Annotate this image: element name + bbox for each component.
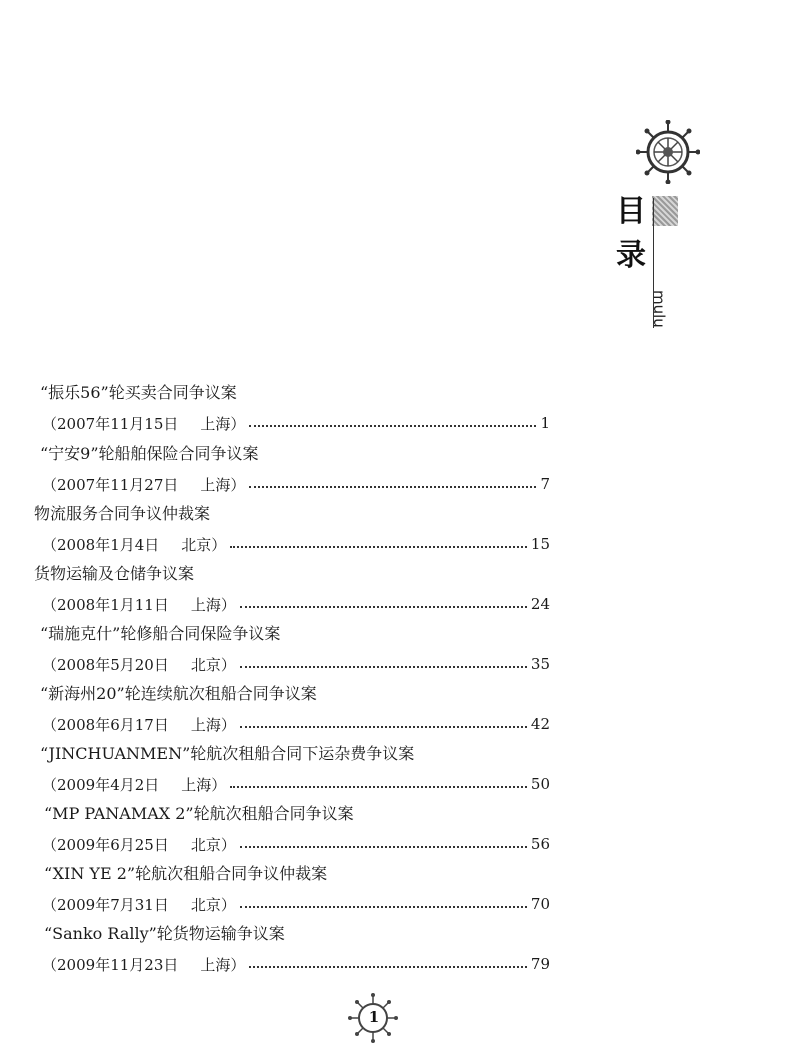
entry-city: 北京 <box>181 535 212 554</box>
toc-entry-detail <box>42 893 550 915</box>
entry-city: 北京 <box>190 655 221 674</box>
toc-entry-title[interactable]: “XIN YE 2”轮航次租船合同争议仲裁案 <box>44 864 328 883</box>
toc-entry-title[interactable]: 货物运输及仓储争议案 <box>34 564 195 583</box>
toc-entry-title[interactable]: “Sanko Rally”轮货物运输争议案 <box>44 924 285 943</box>
close-paren: ） <box>211 775 227 794</box>
page-title <box>616 190 656 278</box>
footer-page-number: 1 <box>368 1008 380 1026</box>
entry-date: 2009年4月2日 <box>57 775 160 794</box>
toc-entry-title[interactable]: “瑞施克什”轮修船合同保险争议案 <box>40 624 281 643</box>
close-paren: ） <box>220 835 236 854</box>
entry-date: 2008年5月20日 <box>57 655 169 674</box>
toc-entry-detail <box>42 533 550 555</box>
page-number[interactable]: 7 <box>540 475 550 493</box>
dot-leader <box>249 425 536 427</box>
dot-leader <box>249 966 527 968</box>
toc-entry-detail <box>42 953 550 975</box>
dot-leader <box>240 666 527 668</box>
dot-leader <box>230 786 527 788</box>
toc-entry-detail <box>42 833 550 855</box>
open-paren: （ <box>42 595 58 614</box>
toc-entry-detail <box>42 713 550 735</box>
close-paren: ） <box>220 895 236 914</box>
page-number[interactable]: 24 <box>530 595 550 613</box>
page-number[interactable]: 35 <box>530 655 550 673</box>
close-paren: ） <box>230 414 246 433</box>
toc-entry-title[interactable]: “JINCHUANMEN”轮航次租船合同下运杂费争议案 <box>40 744 415 763</box>
open-paren: （ <box>42 715 58 734</box>
open-paren: （ <box>42 535 58 554</box>
close-paren: ） <box>220 595 236 614</box>
entry-date: 2007年11月27日 <box>57 475 179 494</box>
toc-entry-title[interactable]: 物流服务合同争议仲裁案 <box>34 504 211 523</box>
page-number[interactable]: 56 <box>530 835 550 853</box>
close-paren: ） <box>211 535 227 554</box>
dot-leader <box>240 906 527 908</box>
page-number[interactable]: 79 <box>530 955 550 973</box>
dot-leader <box>249 486 536 488</box>
entry-city: 上海 <box>200 475 231 494</box>
entry-city: 上海 <box>200 414 231 433</box>
page-number[interactable]: 50 <box>530 775 550 793</box>
open-paren: （ <box>42 775 58 794</box>
toc-entry-detail <box>42 412 550 434</box>
page-number[interactable]: 15 <box>530 535 550 553</box>
close-paren: ） <box>220 655 236 674</box>
toc-entry-title[interactable]: “MP PANAMAX 2”轮航次租船合同争议案 <box>44 804 354 823</box>
open-paren: （ <box>42 475 58 494</box>
toc-entry-detail <box>42 593 550 615</box>
entry-date: 2008年1月11日 <box>57 595 169 614</box>
entry-city: 北京 <box>190 835 221 854</box>
close-paren: ） <box>230 475 246 494</box>
entry-date: 2007年11月15日 <box>57 414 179 433</box>
toc-entry-title[interactable]: “振乐56”轮买卖合同争议案 <box>40 383 237 402</box>
page-number[interactable]: 1 <box>540 414 550 432</box>
open-paren: （ <box>42 835 58 854</box>
page-number[interactable]: 70 <box>530 895 550 913</box>
dot-leader <box>230 546 527 548</box>
title-pinyin: mulu <box>650 290 668 328</box>
entry-date: 2008年1月4日 <box>57 535 160 554</box>
dot-leader <box>240 606 527 608</box>
ship-wheel-icon <box>636 120 700 184</box>
toc-entry-detail <box>42 773 550 795</box>
open-paren: （ <box>42 655 58 674</box>
close-paren: ） <box>220 715 236 734</box>
entry-city: 上海 <box>190 715 221 734</box>
entry-date: 2009年6月25日 <box>57 835 169 854</box>
open-paren: （ <box>42 895 58 914</box>
open-paren: （ <box>42 955 58 974</box>
entry-date: 2009年7月31日 <box>57 895 169 914</box>
entry-date: 2009年11月23日 <box>57 955 179 974</box>
page-number[interactable]: 42 <box>530 715 550 733</box>
dot-leader <box>240 846 527 848</box>
entry-city: 北京 <box>190 895 221 914</box>
toc-entry-detail <box>42 473 550 495</box>
entry-city: 上海 <box>200 955 231 974</box>
close-paren: ） <box>230 955 246 974</box>
entry-city: 上海 <box>190 595 221 614</box>
dot-leader <box>240 726 527 728</box>
title-char-2: 录 <box>616 238 646 273</box>
entry-city: 上海 <box>181 775 212 794</box>
title-char-1: 目 <box>616 194 646 229</box>
toc-entry-detail <box>42 653 550 675</box>
toc-entry-title[interactable]: “宁安9”轮船舶保险合同争议案 <box>40 444 259 463</box>
entry-date: 2008年6月17日 <box>57 715 169 734</box>
toc-entry-title[interactable]: “新海州20”轮连续航次租船合同争议案 <box>40 684 317 703</box>
open-paren: （ <box>42 414 58 433</box>
